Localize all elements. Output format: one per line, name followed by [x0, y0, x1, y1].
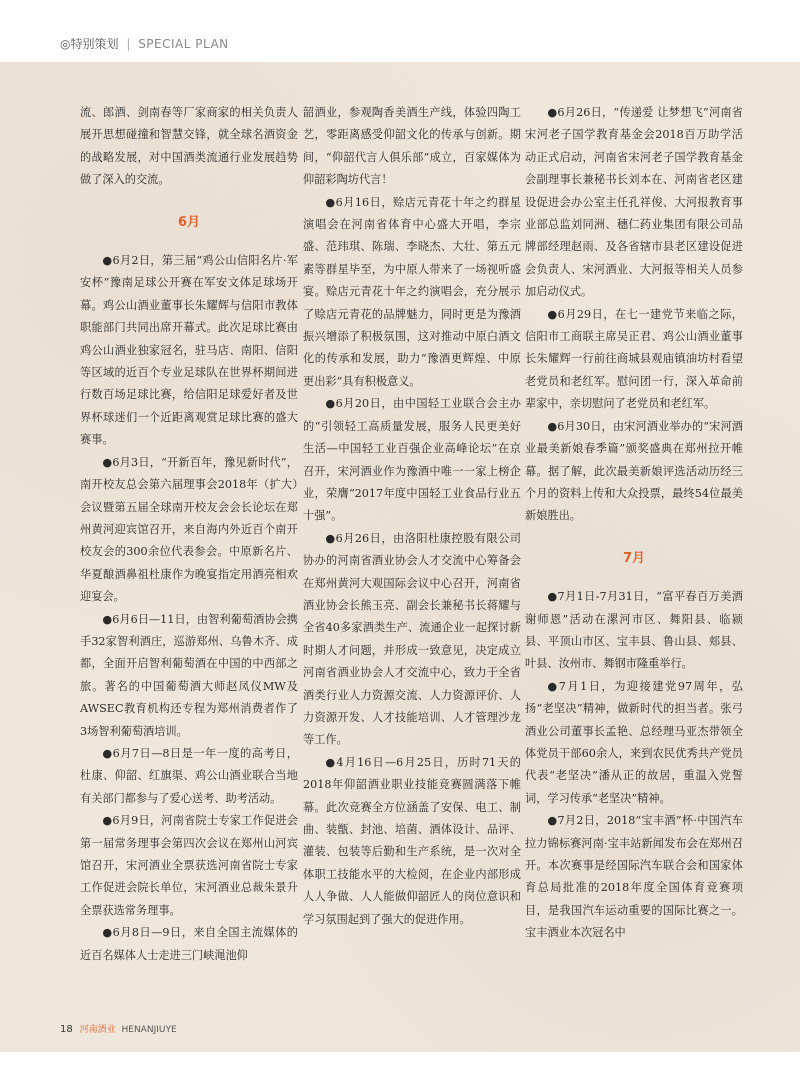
- paragraph: ●6月3日，“开新百年，豫见新时代”，南开校友总会第六届理事会2018年（扩大）会议暨第五届全球南开校友会会长论坛在郑州黄河迎宾馆召开，来自海内外近百个南开校友会的300余位代表参会。中原新名片、华夏酿酒鼻祖杜康作为晚宴指定用酒亮相欢迎宴会。: [80, 455, 298, 604]
- magazine-name-en: HENANJIUYE: [121, 1025, 177, 1035]
- page-header: [0, 0, 800, 60]
- column-left: [80, 102, 298, 1032]
- paragraph: ●7月1日，为迎接建党97周年，弘扬“老坚决”精神，做新时代的担当者。张弓酒业公司董事长孟艳、总经理马亚杰带领全体党员干部60余人，来到农民优秀共产党员代表“老坚决”潘从正的故居，重温入党誓词，学习传承“老坚决”精神。: [525, 679, 743, 805]
- paragraph: ●6月26日，“传递爱 让梦想飞”河南省宋河老子国学教育基金会2018百万助学活动正式启动，河南省宋河老子国学教育基金会副理事长兼秘书长刘本在、河南省老区建设促进会办公室主任孔祥俊、大河报教育事业部总监刘同洲、穗仁药业集团有限公司品牌部经理赵雨、及各省辖市县老区建设促进会负责人、宋河酒业、大河报等相关人员参加启动仪式。: [525, 106, 743, 299]
- paragraph: ●6月7日—8日是一年一度的高考日，杜康、仰韶、红旗渠、鸡公山酒业联合当地有关部门都参与了爱心送考、助考活动。: [80, 746, 298, 805]
- page-footer: [60, 1022, 177, 1035]
- paragraph: ●6月8日—9日，来自全国主流媒体的近百名媒体人士走进三门峡渑池仰: [80, 926, 298, 962]
- header-separator: |: [126, 37, 131, 51]
- month-heading-july: 7月: [622, 550, 646, 566]
- paragraph: 流、郎酒、剑南春等厂家商家的相关负责人展开思想碰撞和智慧交锋，就全球名酒资金的战略发展，对中国酒类流通行业发展趋势做了深入的交流。: [80, 106, 298, 187]
- paragraph: ●6月6日—11日，由智利葡萄酒协会携手32家智利酒庄，巡游郑州、乌鲁木齐、成都，全面开启智利葡萄酒在中国的中西部之旅。著名的中国葡萄酒大师赵凤仪MW及AWSEC教育机构还专程为郑州消费者作了3场智利葡萄酒培训。: [80, 612, 298, 738]
- column-right: [525, 102, 743, 1032]
- section-title-en: SPECIAL PLAN: [138, 37, 229, 51]
- magazine-name-cn: 河南酒业: [79, 1025, 116, 1035]
- paragraph: ●6月30日，由宋河酒业举办的“宋河酒业最美新娘春季篇”颁奖盛典在郑州拉开帷幕。据了解，此次最美新娘评选活动历经三个月的资料上传和大众投票，最终54位最美新娘胜出。: [525, 419, 743, 523]
- paragraph: ●7月2日，2018“宝丰酒”杯·中国汽车拉力锦标赛河南·宝丰站新闻发布会在郑州召开。本次赛事是经国际汽车联合会和国家体育总局批准的2018年度全国体育竞赛项目，是我国汽车运动重要的国际比赛之一。宝丰酒业本次冠名中: [525, 814, 743, 940]
- month-heading-june: 6月: [177, 214, 201, 230]
- paragraph: 韶酒业，参观陶香美酒生产线，体验四陶工艺，零距离感受仰韶文化的传承与创新。期间，“仰韶代言人俱乐部”成立，百家媒体为仰韶彩陶坊代言！: [303, 106, 521, 187]
- section-title: ◎特别策划: [60, 37, 119, 51]
- section-label: [60, 35, 229, 52]
- paragraph: ●6月9日，河南省院士专家工作促进会第一届常务理事会第四次会议在郑州山河宾馆召开，宋河酒业全票获选河南省院士专家工作促进会院长单位，宋河酒业总裁朱景升全票获选常务理事。: [80, 814, 298, 917]
- paragraph: ●6月29日，在七一建党节来临之际，信阳市工商联主席吴正君、鸡公山酒业董事长朱耀辉一行前往商城县观庙镇油坊村看望老党员和老红军。慰问团一行，深入革命前辈家中，亲切慰问了老党员和老红军。: [525, 307, 743, 411]
- paragraph: ●6月20日，由中国轻工业联合会主办的“引领轻工高质量发展，服务人民更美好生活—中国轻工业百强企业高峰论坛”在京召开，宋河酒业作为豫酒中唯一一家上榜企业，荣膺“2017年度中国轻工业食品行业五十强”。: [303, 397, 521, 523]
- page-number: 18: [60, 1024, 73, 1035]
- paragraph: ●6月2日，第三届“鸡公山信阳名片·军安杯”豫南足球公开赛在军安文体足球场开幕。鸡公山酒业董事长朱耀辉与信阳市教体职能部门共同出席开幕式。此次足球比赛由鸡公山酒业独家冠名，驻马店、南阳、信阳等区域的近百个专业足球队在世界杯期间进行数百场足球比赛，给信阳足球爱好者及世界杯球迷们一个近距离观赏足球比赛的盛大赛事。: [80, 254, 298, 447]
- paragraph: ●4月16日—6月25日，历时71天的2018年仰韶酒业职业技能竞赛圆满落下帷幕。此次竞赛全方位涵盖了安保、电工、制曲、装甑、封池、培菌、酒体设计、品评、灌装、包装等后勤和生产系统，是一次对全体职工技能水平的大检阅，在企业内部形成人人争做、人人能做仰韶匠人的岗位意识和学习氛围起到了强大的促进作用。: [303, 755, 521, 926]
- column-middle: [303, 102, 521, 1032]
- paragraph: ●6月16日，赊店元青花十年之约群星演唱会在河南省体育中心盛大开唱，李宗盛、范玮琪、陈瑞、李晓杰、大壮、第五元素等群星毕至，为中原人带来了一场视听盛宴。赊店元青花十年之约演唱会，充分展示了赊店元青花的品牌魅力，同时更是为豫酒振兴增添了积极氛围，这对推动中原白酒文化的传承和发展，助力“豫酒更辉煌、中原更出彩”具有积极意义。: [303, 195, 521, 388]
- paragraph: ●6月26日，由洛阳杜康控股有限公司协办的河南省酒业协会人才交流中心筹备会在郑州黄河大观国际会议中心召开，河南省酒业协会长熊玉亮、副会长兼秘书长蒋耀与全省40多家酒类生产、流通企业一起探讨新时期人才问题，并形成一致意见，决定成立河南省酒业协会人才交流中心，致力于全省酒类行业人力资源交流、人力资源评价、人力资源开发、人才技能培训、人才管理沙龙等工作。: [303, 531, 521, 747]
- paragraph: ●7月1日-7月31日，“富平春百万美酒谢师恩”活动在漯河市区、舞阳县、临颍县、平顶山市区、宝丰县、鲁山县、郏县、叶县、汝州市、舞钢市隆重举行。: [525, 590, 743, 671]
